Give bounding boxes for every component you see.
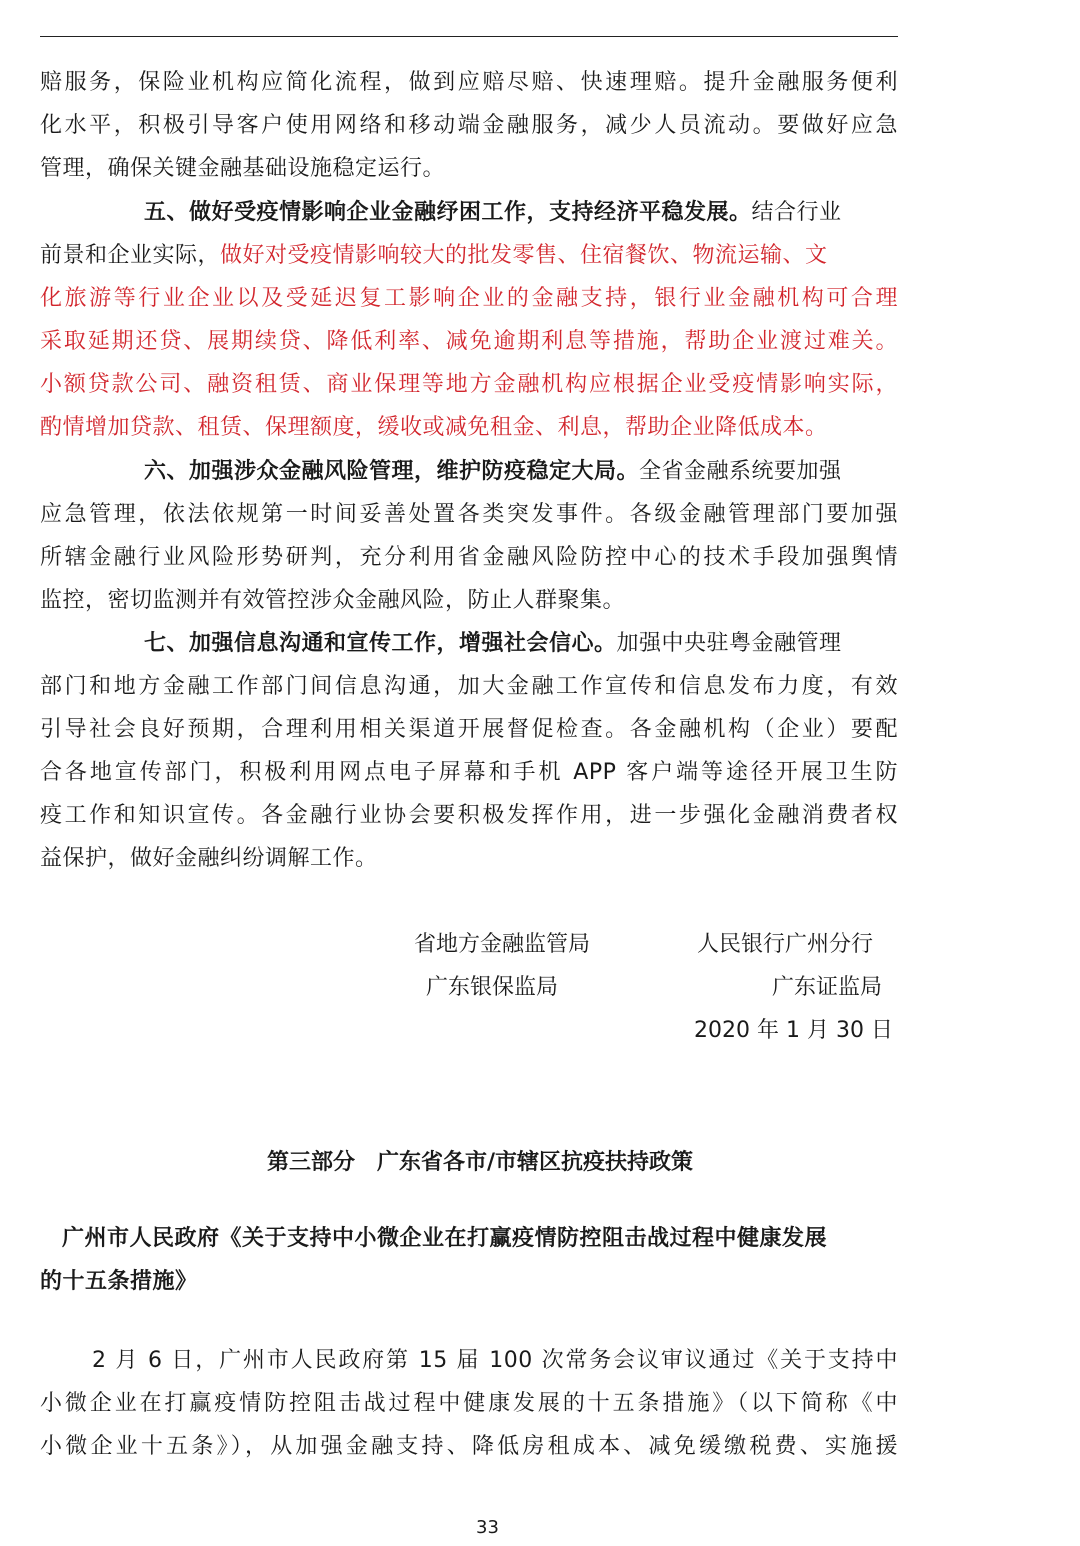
- section7-line: 益保护，做好金融纠纷调解工作。: [40, 846, 378, 871]
- signature-date: 2020 年 1 月 30 日: [694, 1018, 893, 1043]
- section5-line: [40, 241, 898, 271]
- signature-org: 人民银行广州分行: [697, 932, 874, 957]
- body-line: 2 月 6 日，广州市人民政府第 15 届 100 次常务会议审议通过《关于支持中: [92, 1348, 898, 1373]
- doc-title-line: 的十五条措施》: [40, 1269, 198, 1294]
- section5-red-line: 采取延期还贷、展期续贷、降低利率、减免逾期利息等措施，帮助企业渡过难关。: [40, 329, 898, 354]
- signature-org: 省地方金融监管局: [414, 932, 591, 957]
- section5-first-line: [40, 198, 898, 228]
- body-line: 小微企业在打赢疫情防控阻击战过程中健康发展的十五条措施》（以下简称《中: [40, 1391, 898, 1416]
- section5-line2-red: 做好对受疫情影响较大的批发零售、住宿餐饮、物流运输、文: [220, 243, 828, 268]
- page-number: 33: [476, 1517, 499, 1538]
- section7-line: 引导社会良好预期，合理利用相关渠道开展督促检查。各金融机构（企业）要配: [40, 717, 898, 742]
- signature-org: 广东银保监局: [426, 975, 559, 1000]
- signature-org: 广东证监局: [772, 975, 883, 1000]
- paragraph-line: 化水平，积极引导客户使用网络和移动端金融服务，减少人员流动。要做好应急: [40, 113, 898, 138]
- section6-intro-tail: 全省金融系统要加强: [639, 459, 842, 484]
- section5-intro-tail: 结合行业: [751, 200, 842, 225]
- section5-red-line: 酌情增加贷款、租赁、保理额度，缓收或减免租金、利息，帮助企业降低成本。: [40, 415, 828, 440]
- top-rule: [40, 36, 898, 37]
- paragraph-line: 赔服务，保险业机构应简化流程，做到应赔尽赔、快速理赔。提升金融服务便利: [40, 70, 898, 95]
- section6-line: 所辖金融行业风险形势研判，充分利用省金融风险防控中心的技术手段加强舆情: [40, 545, 898, 570]
- section6-line: 应急管理，依法依规第一时间妥善处置各类突发事件。各级金融管理部门要加强: [40, 502, 898, 527]
- section7-first-line: [40, 629, 898, 659]
- section7-line: 疫工作和知识宣传。各金融行业协会要积极发挥作用，进一步强化金融消费者权: [40, 803, 898, 828]
- section6-first-line: [40, 457, 898, 487]
- section6-heading: 六、加强涉众金融风险管理，维护防疫稳定大局。: [144, 459, 640, 484]
- paragraph-line: 管理，确保关键金融基础设施稳定运行。: [40, 156, 446, 181]
- part-heading: 第三部分 广东省各市/市辖区抗疫扶持政策: [266, 1150, 694, 1175]
- section7-line: 合各地宣传部门，积极利用网点电子屏幕和手机 APP 客户端等途径开展卫生防: [40, 760, 898, 785]
- section6-line: 监控，密切监测并有效管控涉众金融风险，防止人群聚集。: [40, 588, 626, 613]
- section5-red-line: 小额贷款公司、融资租赁、商业保理等地方金融机构应根据企业受疫情影响实际，: [40, 372, 898, 397]
- section5-heading: 五、做好受疫情影响企业金融纾困工作，支持经济平稳发展。: [144, 200, 752, 225]
- doc-title-line: 广州市人民政府《关于支持中小微企业在打赢疫情防控阻击战过程中健康发展: [62, 1226, 828, 1251]
- section7-intro-tail: 加强中央驻粤金融管理: [616, 631, 842, 656]
- section5-line2-black: 前景和企业实际，: [40, 243, 221, 268]
- section5-red-line: 化旅游等行业企业以及受延迟复工影响企业的金融支持，银行业金融机构可合理: [40, 286, 898, 311]
- body-line: 小微企业十五条》），从加强金融支持、降低房租成本、减免缓缴税费、实施援: [40, 1434, 898, 1459]
- section7-line: 部门和地方金融工作部门间信息沟通，加大金融工作宣传和信息发布力度，有效: [40, 674, 898, 699]
- section7-heading: 七、加强信息沟通和宣传工作，增强社会信心。: [144, 631, 617, 656]
